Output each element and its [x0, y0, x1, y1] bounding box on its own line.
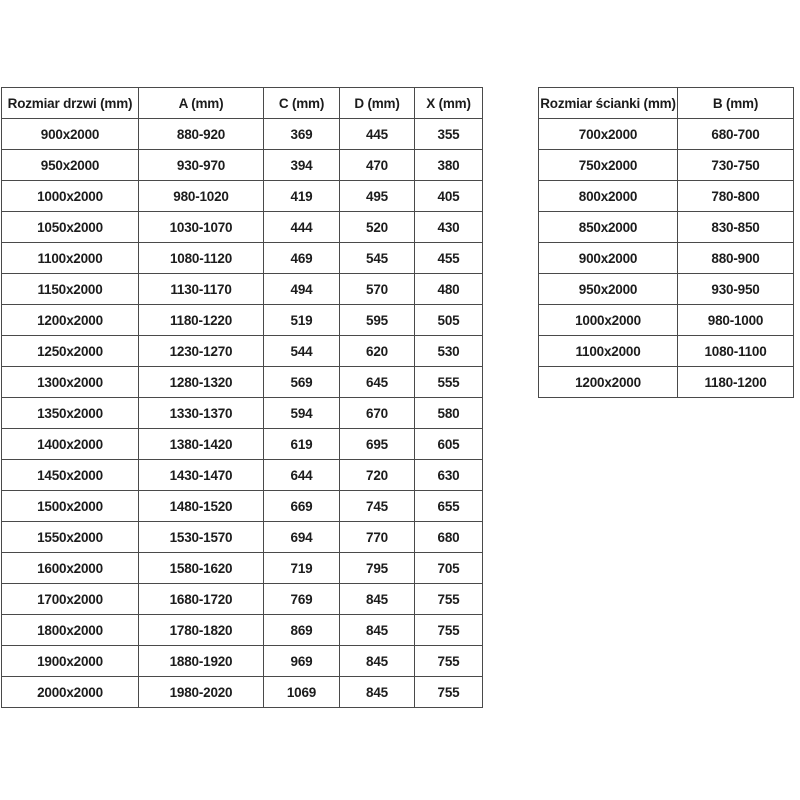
table-cell: 930-950 — [678, 274, 794, 305]
table-cell: 669 — [264, 491, 340, 522]
table-row — [2, 181, 483, 212]
table-cell: 595 — [340, 305, 415, 336]
table-cell: 1080-1100 — [678, 336, 794, 367]
table-cell: 494 — [264, 274, 340, 305]
table-cell: 369 — [264, 119, 340, 150]
table-cell: 1030-1070 — [139, 212, 264, 243]
table-cell: 444 — [264, 212, 340, 243]
table-cell: 555 — [415, 367, 483, 398]
table-cell: 1050x2000 — [2, 212, 139, 243]
table-cell: 900x2000 — [2, 119, 139, 150]
table-cell: 495 — [340, 181, 415, 212]
table-row — [2, 646, 483, 677]
table-cell: 969 — [264, 646, 340, 677]
table-cell: 680-700 — [678, 119, 794, 150]
table-cell: 680 — [415, 522, 483, 553]
column-header: A (mm) — [139, 88, 264, 119]
table-row — [2, 460, 483, 491]
table-cell: 2000x2000 — [2, 677, 139, 708]
table-row — [539, 336, 794, 367]
table-cell: 755 — [415, 615, 483, 646]
table-cell: 1580-1620 — [139, 553, 264, 584]
table-cell: 1780-1820 — [139, 615, 264, 646]
table-cell: 480 — [415, 274, 483, 305]
table-cell: 1200x2000 — [2, 305, 139, 336]
table-row — [2, 522, 483, 553]
table-cell: 900x2000 — [539, 243, 678, 274]
table-cell: 570 — [340, 274, 415, 305]
table-cell: 1530-1570 — [139, 522, 264, 553]
table-cell: 1000x2000 — [539, 305, 678, 336]
table-row — [2, 677, 483, 708]
table-cell: 830-850 — [678, 212, 794, 243]
table-cell: 630 — [415, 460, 483, 491]
table-cell: 1500x2000 — [2, 491, 139, 522]
table-row — [539, 181, 794, 212]
table-cell: 1000x2000 — [2, 181, 139, 212]
table-cell: 1450x2000 — [2, 460, 139, 491]
table-cell: 930-970 — [139, 150, 264, 181]
table-row — [539, 243, 794, 274]
table-cell: 1280-1320 — [139, 367, 264, 398]
table-cell: 720 — [340, 460, 415, 491]
column-header: X (mm) — [415, 88, 483, 119]
table-cell: 795 — [340, 553, 415, 584]
table-cell: 695 — [340, 429, 415, 460]
table-cell: 1800x2000 — [2, 615, 139, 646]
table-cell: 950x2000 — [2, 150, 139, 181]
table-cell: 755 — [415, 584, 483, 615]
table-row — [2, 429, 483, 460]
table-cell: 620 — [340, 336, 415, 367]
table-row — [539, 119, 794, 150]
column-header: D (mm) — [340, 88, 415, 119]
table-cell: 1100x2000 — [2, 243, 139, 274]
table-cell: 545 — [340, 243, 415, 274]
table-cell: 1180-1200 — [678, 367, 794, 398]
table-cell: 1100x2000 — [539, 336, 678, 367]
table-cell: 405 — [415, 181, 483, 212]
table-cell: 1350x2000 — [2, 398, 139, 429]
table-cell: 705 — [415, 553, 483, 584]
table-row — [2, 336, 483, 367]
table-cell: 645 — [340, 367, 415, 398]
table-cell: 594 — [264, 398, 340, 429]
table-row — [2, 274, 483, 305]
door-sizes-table — [1, 87, 483, 708]
table-cell: 1250x2000 — [2, 336, 139, 367]
table-row — [539, 274, 794, 305]
table-cell: 1130-1170 — [139, 274, 264, 305]
table-cell: 1880-1920 — [139, 646, 264, 677]
table-cell: 380 — [415, 150, 483, 181]
column-header: C (mm) — [264, 88, 340, 119]
table-cell: 1230-1270 — [139, 336, 264, 367]
table-row — [2, 491, 483, 522]
column-header: B (mm) — [678, 88, 794, 119]
table-cell: 880-920 — [139, 119, 264, 150]
table-cell: 569 — [264, 367, 340, 398]
table-cell: 694 — [264, 522, 340, 553]
table-cell: 1900x2000 — [2, 646, 139, 677]
table-cell: 1980-2020 — [139, 677, 264, 708]
table-row — [2, 553, 483, 584]
table-cell: 605 — [415, 429, 483, 460]
table-cell: 519 — [264, 305, 340, 336]
table-cell: 1400x2000 — [2, 429, 139, 460]
table-cell: 520 — [340, 212, 415, 243]
table-row — [2, 150, 483, 181]
table-cell: 850x2000 — [539, 212, 678, 243]
table-cell: 1150x2000 — [2, 274, 139, 305]
table-cell: 780-800 — [678, 181, 794, 212]
table-cell: 1550x2000 — [2, 522, 139, 553]
table-cell: 755 — [415, 677, 483, 708]
table-cell: 745 — [340, 491, 415, 522]
table-row — [539, 150, 794, 181]
table-row — [539, 212, 794, 243]
table-cell: 769 — [264, 584, 340, 615]
table-cell: 980-1000 — [678, 305, 794, 336]
table-cell: 980-1020 — [139, 181, 264, 212]
table-row — [2, 305, 483, 336]
table-row — [539, 305, 794, 336]
table-cell: 530 — [415, 336, 483, 367]
table-cell: 670 — [340, 398, 415, 429]
table-cell: 1600x2000 — [2, 553, 139, 584]
table-cell: 1080-1120 — [139, 243, 264, 274]
table-cell: 1700x2000 — [2, 584, 139, 615]
table-row — [2, 243, 483, 274]
table-cell: 800x2000 — [539, 181, 678, 212]
table-row — [2, 584, 483, 615]
table-row — [2, 212, 483, 243]
table-cell: 1180-1220 — [139, 305, 264, 336]
table-cell: 845 — [340, 584, 415, 615]
header-row — [539, 88, 794, 119]
table-cell: 950x2000 — [539, 274, 678, 305]
table-row — [539, 367, 794, 398]
table-cell: 1680-1720 — [139, 584, 264, 615]
table-cell: 730-750 — [678, 150, 794, 181]
table-cell: 719 — [264, 553, 340, 584]
table-cell: 1380-1420 — [139, 429, 264, 460]
table-cell: 455 — [415, 243, 483, 274]
table-cell: 394 — [264, 150, 340, 181]
table-cell: 430 — [415, 212, 483, 243]
table-cell: 445 — [340, 119, 415, 150]
table-cell: 880-900 — [678, 243, 794, 274]
table-cell: 1330-1370 — [139, 398, 264, 429]
table-cell: 1069 — [264, 677, 340, 708]
table-cell: 770 — [340, 522, 415, 553]
table-cell: 750x2000 — [539, 150, 678, 181]
table-cell: 619 — [264, 429, 340, 460]
column-header: Rozmiar ścianki (mm) — [539, 88, 678, 119]
table-cell: 845 — [340, 677, 415, 708]
table-cell: 505 — [415, 305, 483, 336]
table-cell: 655 — [415, 491, 483, 522]
table-cell: 1480-1520 — [139, 491, 264, 522]
header-row — [2, 88, 483, 119]
table-cell: 544 — [264, 336, 340, 367]
table-cell: 1200x2000 — [539, 367, 678, 398]
table-cell: 700x2000 — [539, 119, 678, 150]
table-cell: 644 — [264, 460, 340, 491]
table-cell: 580 — [415, 398, 483, 429]
table-row — [2, 367, 483, 398]
table-cell: 845 — [340, 646, 415, 677]
wall-sizes-table — [538, 87, 794, 398]
table-cell: 1430-1470 — [139, 460, 264, 491]
table-cell: 469 — [264, 243, 340, 274]
table-row — [2, 398, 483, 429]
table-cell: 869 — [264, 615, 340, 646]
table-cell: 755 — [415, 646, 483, 677]
table-row — [2, 615, 483, 646]
table-cell: 419 — [264, 181, 340, 212]
table-cell: 355 — [415, 119, 483, 150]
column-header: Rozmiar drzwi (mm) — [2, 88, 139, 119]
table-cell: 470 — [340, 150, 415, 181]
table-row — [2, 119, 483, 150]
table-cell: 1300x2000 — [2, 367, 139, 398]
table-cell: 845 — [340, 615, 415, 646]
